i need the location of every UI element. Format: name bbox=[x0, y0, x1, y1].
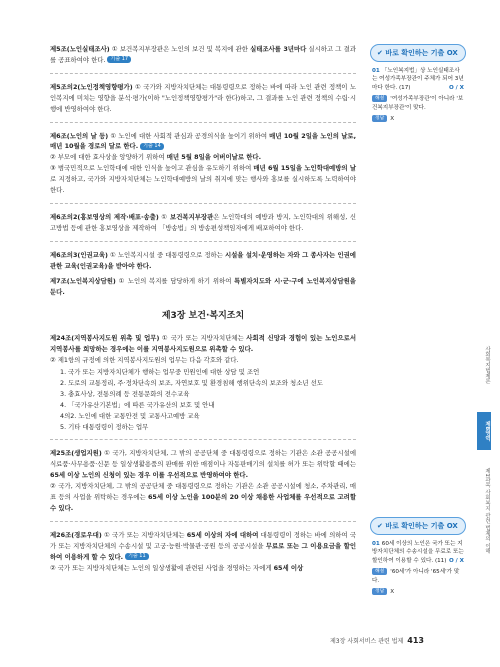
article-7: 제7조(노인복지상담원) ① 노인의 복지를 담당하게 하기 위하여 특별자치도와 시·군·구에 노인복지상담원을 둔다. bbox=[50, 276, 356, 296]
article-title: 제26조(경로우대) bbox=[50, 530, 102, 539]
article-24: 제24조(지역봉사지도원 위촉 및 업무) ① 국가 또는 지방자치단체는 사회적 신망과 경험이 있는 노인으로서 지역봉사를 희망하는 경우에는 이를 지역봉사지도원으로 위촉할 수 있다. ② 제1항의 규정에 의한 지역봉사지도원의 업무는 다음 각호와 같다. bbox=[50, 334, 356, 365]
ox-quiz-box-1 bbox=[370, 44, 466, 123]
list-item: 4. 「국가유산기본법」에 따른 국가유산의 보호 및 안내 bbox=[60, 400, 215, 409]
divider bbox=[50, 439, 356, 441]
quiz-answer: 정답 X bbox=[372, 115, 464, 123]
article-6-3: 제6조의3(인권교육) ① 노인복지시설 중 대통령령으로 정하는 시설을 설치·운영하는 자와 그 종사자는 인권에 관한 교육(인권교육)을 받아야 한다. bbox=[50, 250, 356, 270]
article-5-2: 제5조의2(노인정책영향평가) ① 국가와 지방자치단체는 대통령령으로 정하는 바에 따라 노인 관련 정책이 노인복지에 미치는 영향을 분석·평가(이하 "노인정책영향평가"라 한다)하고, 그 결과를 노인 관련 정책의 수립·시행에 반영하여야 한다. bbox=[50, 82, 356, 113]
list-item: 4의2. 노인에 대한 교통안전 및 교통사고예방 교육 bbox=[60, 411, 200, 420]
chapter-tab: 제8영역 bbox=[477, 412, 491, 450]
article-26: 제26조(경로우대) ① 국가 또는 지방자치단체는 65세 이상의 자에 대하여 대통령령이 정하는 바에 의하여 국가 또는 지방자치단체의 수송시설 및 고궁·능원·박물관·공원 등의 공공시설을 무료로 또는 그 이용요금을 할인하여 이용하게 할 수 있다. 기출 11 ② 국가 또는 지방자치단체는 노인의 일상생활에 관련된 사업을 경영하는 자에게 65세 이상 bbox=[50, 530, 357, 572]
list-item: 3. 충효사상, 전통의례 등 전통문화의 전수교육 bbox=[60, 389, 190, 398]
chapter-title: 제3장 보건·복지조치 bbox=[161, 311, 245, 322]
ox-marker: O / X bbox=[448, 557, 464, 564]
article-title: 제6조(노인의 날 등) bbox=[50, 131, 109, 140]
footer-chapter: 제3장 사회서비스 관련 법제 bbox=[330, 638, 404, 645]
divider bbox=[50, 73, 356, 75]
ox-marker: O / X bbox=[448, 84, 464, 91]
article-title: 제6조의3(인권교육) bbox=[50, 250, 108, 259]
ox-quiz-body bbox=[370, 62, 466, 123]
subject-tab: 제1과목 사회복지 관련 법제의 이해 bbox=[484, 468, 490, 554]
article-6-2: 제6조의2(홍보영상의 제작·배포·송출) ① 보건복지부장관은 노인학대의 예방과 방지, 노인학대의 위해성, 신고방법 등에 관한 홍보영상을 제작하여 「방송법」의 방송편성책임자에게 배포하여야 한다. bbox=[50, 212, 356, 232]
main-text-column bbox=[50, 44, 356, 578]
ox-quiz-header: ✔ 바로 확인하는 기출 OX bbox=[370, 517, 466, 535]
list-item: 1. 국가 또는 지방자치단체가 행하는 업무중 민원인에 대한 상담 및 조언 bbox=[60, 368, 260, 377]
list-item: 5. 기타 대통령령이 정하는 업무 bbox=[60, 422, 149, 431]
quiz-answer: 정답 X bbox=[372, 588, 464, 596]
article-title: 제24조(지역봉사지도원 위촉 및 업무) bbox=[50, 334, 160, 343]
quiz-question: 01 60세 이상의 노인은 국가 또는 지방자치단체의 수송시설을 무료로 또는 할인하여 이용할 수 있다. (11) O / X bbox=[372, 541, 464, 564]
page-footer bbox=[330, 636, 424, 645]
quiz-explanation: 해설 '60세'가 아니라 '65세'가 맞다. bbox=[372, 569, 460, 584]
divider bbox=[50, 203, 356, 205]
article-5: 제5조(노인실태조사) ① 보건복지부장관은 노인의 보건 및 복지에 관한 실태조사를 3년마다 실시하고 그 결과를 공표하여야 한다. 기출 17 bbox=[50, 45, 356, 64]
section-tab: 사회복지법제론 bbox=[484, 346, 490, 384]
article-title: 제5조(노인실태조사) bbox=[50, 45, 110, 53]
duty-list bbox=[50, 367, 356, 432]
exam-tag: 기출 17 bbox=[107, 56, 131, 63]
article-title: 제25조(생업지원) bbox=[50, 449, 102, 458]
article-25: 제25조(생업지원) ① 국가, 지방자치단체, 그 밖의 공공단체 중 대통령령으로 정하는 기관은 소관 공공시설에 식료품·사무용품·신문 등 일상생활용품의 판매를 위한 매점이나 자동판매기의 설치를 허가 또는 위탁할 때에는 65세 이상 노인의 신청이 있는 경우 이를 우선적으로 반영하여야 한다. ② 국가, 지방자치단체, 그 밖의 공공단체 중 대통령령으로 정하는 기관은 소관 공공시설에 청소, 주차관리, 매표 등의 사업을 위탁하는 경우에는 65세 이상 노인을 100분의 20 이상 채용한 사업체를 우선적으로 고려할 수 있다. bbox=[50, 449, 356, 512]
article-title: 제7조(노인복지상담원) bbox=[50, 276, 116, 285]
exam-tag: 기출 14 bbox=[140, 143, 164, 150]
quiz-explanation: 해설 '여성가족부장관'이 아니라 '보건복지부장관'이 맞다. bbox=[372, 96, 464, 111]
list-item: 2. 도로의 교통정리, 주·정차단속의 보조, 자연보호 및 환경침해 행위단속의 보조와 청소년 선도 bbox=[60, 378, 323, 387]
check-icon: ✔ bbox=[377, 522, 383, 530]
ox-quiz-box-2 bbox=[370, 517, 466, 596]
article-title: 제6조의2(홍보영상의 제작·배포·송출) bbox=[50, 212, 159, 221]
exam-tag: 기출 11 bbox=[125, 553, 149, 560]
page-number: 413 bbox=[407, 636, 424, 645]
divider bbox=[50, 122, 356, 124]
quiz-question: 01 「노인복지법」상 노인실태조사는 여성가족부장관이 주체가 되어 3년마다 한다. (17) O / X bbox=[372, 68, 464, 91]
article-6: 제6조(노인의 날 등) ① 노인에 대한 사회적 관심과 공경의식을 높이기 위하여 매년 10월 2일을 노인의 날로, 매년 10월을 경로의 달로 한다. 기출 14 ② 부모에 대한 효사상을 앙양하기 위하여 매년 5월 8일을 어버이날로 한다. ③ 범국민적으로 노인학대에 대한 인식을 높이고 관심을 유도하기 위하여 매년 6월 15일을 노인학대예방의 날로 지정하고, 국가와 지방자치단체는 노인학대예방의 날의 취지에 맞는 행사와 홍보를 실시하도록 노력하여야 한다. bbox=[50, 131, 357, 195]
divider bbox=[50, 521, 356, 523]
ox-quiz-header: ✔ 바로 확인하는 기출 OX bbox=[370, 44, 466, 62]
ox-quiz-body bbox=[370, 535, 466, 596]
divider bbox=[50, 241, 356, 243]
check-icon: ✔ bbox=[377, 49, 383, 57]
article-title: 제5조의2(노인정책영향평가) bbox=[50, 82, 133, 91]
